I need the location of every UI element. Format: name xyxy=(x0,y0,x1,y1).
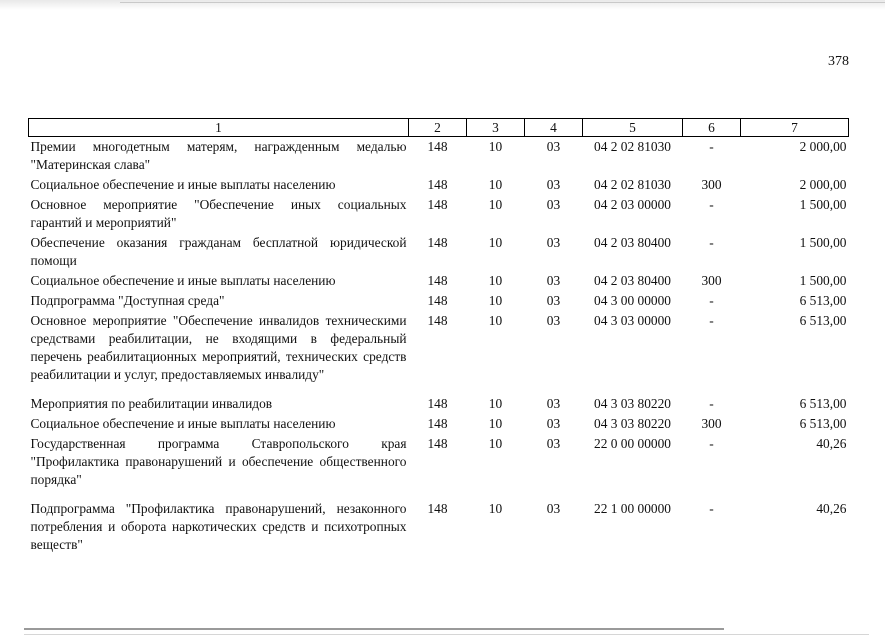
row-col-4: 03 xyxy=(546,293,561,308)
column-header-2: 2 xyxy=(409,119,467,137)
row-col-7: 1 500,00 xyxy=(799,197,847,212)
row-col-5: 04 2 03 80400 xyxy=(594,235,671,250)
row-col-2: 148 xyxy=(427,197,448,212)
row-col-7: 40,26 xyxy=(816,436,847,451)
row-col-3: 10 xyxy=(488,293,503,308)
row-col-6: - xyxy=(709,293,714,308)
row-col-6: - xyxy=(709,139,714,154)
row-name: Премии многодетным матерям, награжденным медалью "Материнская слава" xyxy=(30,139,407,172)
row-col-3: 10 xyxy=(488,177,503,192)
row-col-7: 6 513,00 xyxy=(799,313,847,328)
row-name: Государственная программа Ставропольского края "Профилактика правонарушений и обеспечение общественного порядка" xyxy=(30,436,407,487)
page-number: 378 xyxy=(828,54,849,69)
row-name: Социальное обеспечение и иные выплаты населению xyxy=(30,177,336,192)
column-header-1: 1 xyxy=(29,119,409,137)
row-col-2: 148 xyxy=(427,293,448,308)
row-col-7: 2 000,00 xyxy=(799,177,847,192)
table-row xyxy=(29,311,849,394)
row-col-4: 03 xyxy=(546,313,561,328)
row-name: Основное мероприятие "Обеспечение иных социальных гарантий и мероприятий" xyxy=(30,197,407,230)
table-row xyxy=(29,175,849,195)
table-row xyxy=(29,233,849,271)
row-col-3: 10 xyxy=(488,139,503,154)
table-row xyxy=(29,271,849,291)
row-name: Мероприятия по реабилитации инвалидов xyxy=(30,396,273,411)
row-col-5: 04 3 03 00000 xyxy=(594,313,671,328)
row-col-4: 03 xyxy=(546,396,561,411)
row-col-3: 10 xyxy=(488,416,503,431)
row-col-2: 148 xyxy=(427,396,448,411)
scan-bottom-edge-faint xyxy=(24,634,869,635)
row-col-4: 03 xyxy=(546,436,561,451)
table-body xyxy=(29,137,849,556)
column-header-6: 6 xyxy=(683,119,741,137)
row-col-5: 04 2 03 00000 xyxy=(594,197,671,212)
row-col-2: 148 xyxy=(427,273,448,288)
row-name: Подпрограмма "Профилактика правонарушений, незаконного потребления и оборота наркотических средств и психотропных веществ" xyxy=(30,501,407,552)
row-col-2: 148 xyxy=(427,177,448,192)
row-col-5: 04 3 03 80220 xyxy=(594,416,671,431)
row-col-6: - xyxy=(709,235,714,250)
row-col-2: 148 xyxy=(427,313,448,328)
row-col-4: 03 xyxy=(546,177,561,192)
row-col-4: 03 xyxy=(546,235,561,250)
row-col-4: 03 xyxy=(546,139,561,154)
row-col-4: 03 xyxy=(546,416,561,431)
row-col-7: 2 000,00 xyxy=(799,139,847,154)
row-col-2: 148 xyxy=(427,235,448,250)
row-col-2: 148 xyxy=(427,416,448,431)
row-col-5: 04 2 02 81030 xyxy=(594,139,671,154)
row-col-6: 300 xyxy=(701,177,722,192)
row-col-4: 03 xyxy=(546,197,561,212)
row-col-6: - xyxy=(709,436,714,451)
row-col-2: 148 xyxy=(427,501,448,516)
table-row xyxy=(29,137,849,176)
row-col-7: 40,26 xyxy=(816,501,847,516)
row-col-3: 10 xyxy=(488,501,503,516)
row-col-2: 148 xyxy=(427,436,448,451)
header-row xyxy=(29,119,849,137)
row-name: Подпрограмма "Доступная среда" xyxy=(30,293,225,308)
column-header-4: 4 xyxy=(525,119,583,137)
table-row xyxy=(29,291,849,311)
row-name: Социальное обеспечение и иные выплаты населению xyxy=(30,416,336,431)
row-col-6: - xyxy=(709,396,714,411)
column-header-5: 5 xyxy=(583,119,683,137)
row-col-6: - xyxy=(709,313,714,328)
row-col-5: 22 1 00 00000 xyxy=(594,501,671,516)
table-row xyxy=(29,434,849,499)
scan-bottom-edge xyxy=(24,628,724,630)
row-col-7: 1 500,00 xyxy=(799,235,847,250)
row-col-7: 1 500,00 xyxy=(799,273,847,288)
row-col-5: 04 3 00 00000 xyxy=(594,293,671,308)
row-col-6: 300 xyxy=(701,416,722,431)
row-col-6: 300 xyxy=(701,273,722,288)
row-col-3: 10 xyxy=(488,436,503,451)
row-col-5: 04 3 03 80220 xyxy=(594,396,671,411)
row-col-4: 03 xyxy=(546,501,561,516)
row-col-2: 148 xyxy=(427,139,448,154)
row-col-4: 03 xyxy=(546,273,561,288)
column-header-3: 3 xyxy=(467,119,525,137)
row-col-7: 6 513,00 xyxy=(799,293,847,308)
row-col-6: - xyxy=(709,501,714,516)
row-name: Социальное обеспечение и иные выплаты населению xyxy=(30,273,336,288)
row-col-3: 10 xyxy=(488,313,503,328)
budget-table xyxy=(28,118,849,555)
row-col-5: 22 0 00 00000 xyxy=(594,436,671,451)
table-row xyxy=(29,499,849,555)
row-name: Обеспечение оказания гражданам бесплатной юридической помощи xyxy=(30,235,407,268)
row-col-5: 04 2 03 80400 xyxy=(594,273,671,288)
row-col-7: 6 513,00 xyxy=(799,396,847,411)
table-header xyxy=(29,119,849,137)
scan-top-rule xyxy=(120,2,885,3)
row-col-3: 10 xyxy=(488,396,503,411)
table-row xyxy=(29,195,849,233)
table-row xyxy=(29,414,849,434)
row-col-6: - xyxy=(709,197,714,212)
row-col-3: 10 xyxy=(488,235,503,250)
row-col-5: 04 2 02 81030 xyxy=(594,177,671,192)
row-col-7: 6 513,00 xyxy=(799,416,847,431)
table-row xyxy=(29,394,849,414)
column-header-7: 7 xyxy=(741,119,849,137)
row-name: Основное мероприятие "Обеспечение инвалидов техническими средствами реабилитации, не входящими в федеральный перечень реабилитационных мероприятий, технических средств реабилитации и услуг, предоставляемых инвалиду" xyxy=(30,313,407,382)
row-col-3: 10 xyxy=(488,273,503,288)
row-col-3: 10 xyxy=(488,197,503,212)
